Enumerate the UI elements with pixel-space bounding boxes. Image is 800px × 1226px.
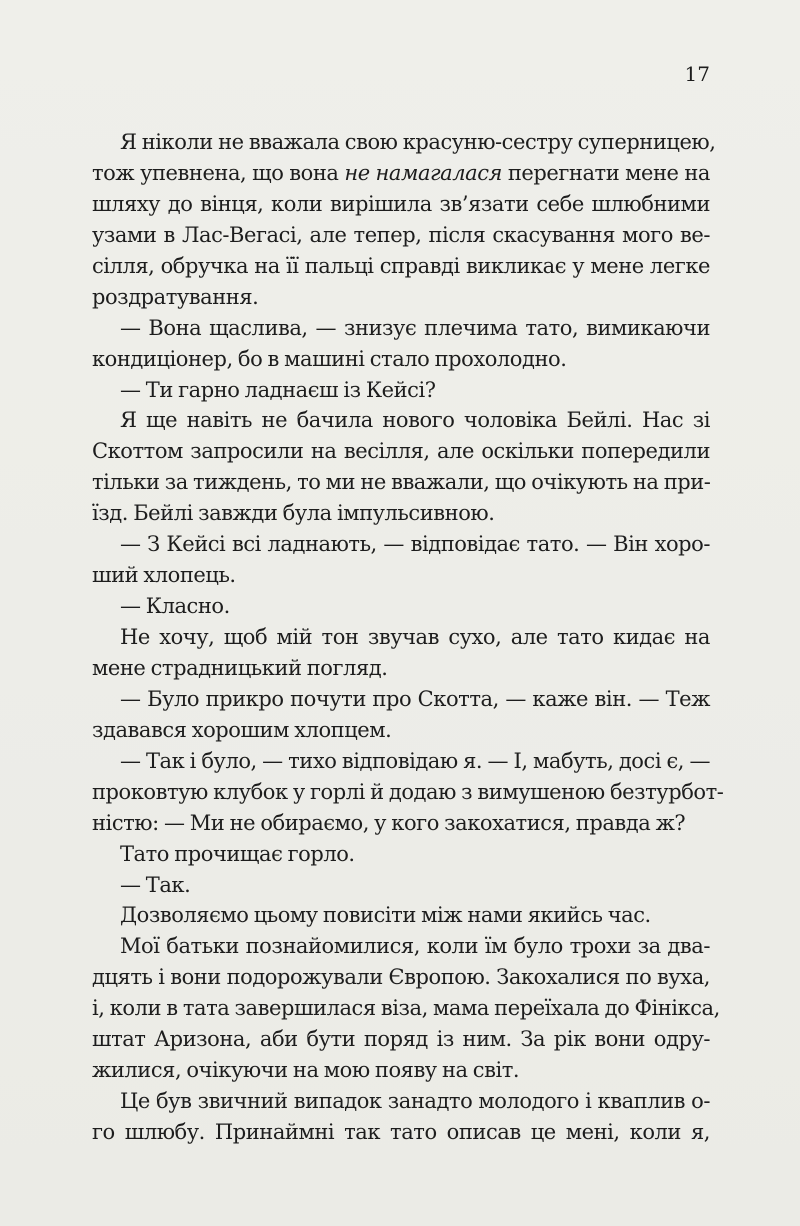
text-line xyxy=(92,993,720,1024)
text-line xyxy=(92,251,710,282)
text-line xyxy=(92,746,710,777)
text-segment: — З Кейсі всі ладнають, — відповідає тато. — Він хоро- xyxy=(120,532,710,557)
page-number: 17 xyxy=(684,62,710,86)
text-segment: — Ти гарно ладнаєш із Кейсі? xyxy=(120,377,436,402)
text-segment: го шлюбу. Принаймні так тато описав це мені, коли я, xyxy=(92,1120,710,1144)
text-segment: жилися, очікуючи на мою появу на світ. xyxy=(92,1058,520,1083)
text-segment: проковтую клубок у горлі й додаю з вимушеною безтурбот- xyxy=(92,779,724,804)
text-line xyxy=(92,808,710,839)
text-line xyxy=(92,375,710,406)
text-line xyxy=(92,622,710,653)
text-line xyxy=(92,158,710,189)
text-segment: — Було прикро почути про Скотта, — каже він. — Теж xyxy=(120,686,710,711)
text-line xyxy=(92,777,724,808)
text-segment: перегнати мене на xyxy=(502,160,710,185)
text-segment: ністю: — Ми не обираємо, у кого закохатися, правда ж? xyxy=(92,810,686,835)
text-segment: сілля, обручка на її пальці справді викликає у мене легке xyxy=(92,253,710,278)
text-segment: шляху до вінця, коли вирішила зв’язати себе шлюбними xyxy=(92,191,710,216)
text-line xyxy=(92,931,710,962)
text-segment: роздратування. xyxy=(92,284,259,309)
italic-text: не намагалася xyxy=(344,160,503,185)
text-segment: Це був звичний випадок занадто молодого і кваплив о- xyxy=(120,1089,710,1114)
text-segment: кондиціонер, бо в машині стало прохолодно. xyxy=(92,346,567,371)
body-text xyxy=(92,127,724,1148)
text-line xyxy=(92,467,710,498)
text-line xyxy=(92,220,710,251)
text-line xyxy=(92,313,710,344)
text-segment: узами в Лас-Вегасі, але тепер, після скасування мого ве- xyxy=(92,222,710,247)
text-line xyxy=(92,839,710,870)
text-segment: Скоттом запросили на весілля, але оскільки попередили xyxy=(92,439,710,464)
text-line xyxy=(92,653,710,684)
text-segment: здавався хорошим хлопцем. xyxy=(92,717,392,742)
text-line xyxy=(92,560,710,591)
text-segment: Я ніколи не вважала свою красуню-сестру суперницею, xyxy=(120,130,716,154)
text-segment: їзд. Бейлі завжди була імпульсивною. xyxy=(92,501,495,526)
text-segment: тільки за тиждень, то ми не вважали, що очікують на при- xyxy=(92,470,711,495)
text-line xyxy=(92,900,710,931)
text-line xyxy=(92,127,716,158)
text-segment: дцять і вони подорожували Європою. Закохалися по вуха, xyxy=(92,965,710,990)
text-segment: і, коли в тата завершилася віза, мама переїхала до Фінікса, xyxy=(92,996,720,1021)
text-line xyxy=(92,684,710,715)
text-line xyxy=(92,870,710,901)
text-line xyxy=(92,282,710,313)
text-segment: ший хлопець. xyxy=(92,563,236,588)
text-segment: Не хочу, щоб мій тон звучав сухо, але тато кидає на xyxy=(120,625,710,649)
text-segment: — Так і було, — тихо відповідаю я. — І, мабуть, досі є, — xyxy=(120,748,710,773)
text-segment: Мої батьки познайомилися, коли їм було трохи за два- xyxy=(120,934,710,959)
text-line xyxy=(92,962,710,993)
text-segment: Тато прочищає горло. xyxy=(120,841,355,866)
text-segment: — Вона щаслива, — знизує плечима тато, вимикаючи xyxy=(120,315,710,340)
text-line xyxy=(92,1024,710,1055)
text-segment: штат Аризона, аби бути поряд із ним. За рік вони одру- xyxy=(92,1027,710,1052)
text-line xyxy=(92,344,710,375)
text-segment: Дозволяємо цьому повисіти між нами якийсь час. xyxy=(120,903,651,928)
text-segment: Я ще навіть не бачила нового чоловіка Бейлі. Нас зі xyxy=(120,408,710,433)
text-line xyxy=(92,529,710,560)
text-line xyxy=(92,405,710,436)
text-line xyxy=(92,189,710,220)
text-line xyxy=(92,715,710,746)
text-segment: мене страдницький погляд. xyxy=(92,655,388,680)
text-segment: — Так. xyxy=(120,872,191,897)
text-line xyxy=(92,591,710,622)
text-line xyxy=(92,1055,710,1086)
text-line xyxy=(92,436,710,467)
text-line xyxy=(92,498,710,529)
text-segment: — Класно. xyxy=(120,594,230,619)
text-line xyxy=(92,1117,710,1148)
text-line xyxy=(92,1086,710,1117)
text-segment: тож упевнена, що вона xyxy=(92,160,345,185)
